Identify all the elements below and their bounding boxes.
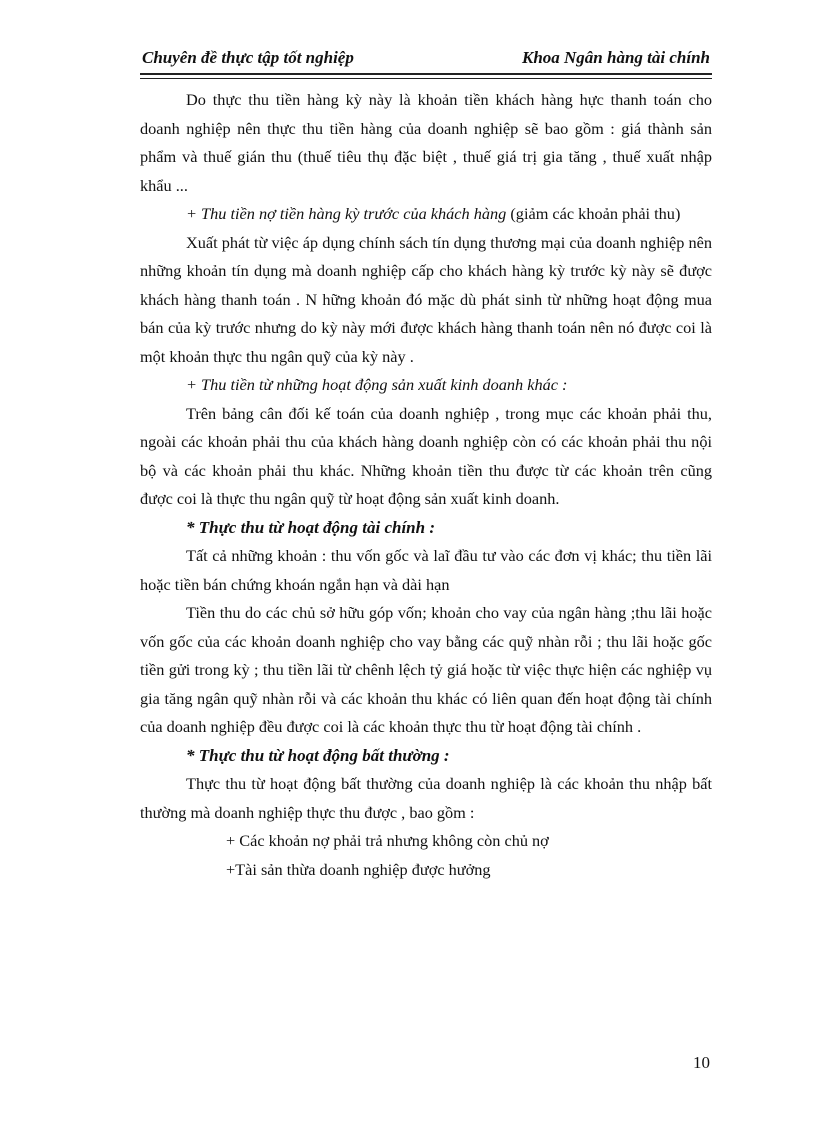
paragraph: Tất cả những khoản : thu vốn gốc và laĩ đầu tư vào các đơn vị khác; thu tiền lãi hoặc tiền bán chứng khoán ngắn hạn và dài hạn [140, 546, 712, 594]
paragraph: Thực thu từ hoạt động bất thường của doanh nghiệp là các khoản thu nhập bất thường mà doanh nghiệp thực thu được , bao gồm : [140, 774, 712, 822]
paragraph-text: (giảm các khoản phải thu) [506, 204, 681, 223]
header-rule-thin [140, 78, 712, 79]
section-heading: * Thực thu từ hoạt động bất thường : [186, 745, 450, 765]
paragraph: Xuất phát từ việc áp dụng chính sách tín dụng thương mại của doanh nghiệp nên những khoản tín dụng mà doanh nghiệp cấp cho khách hàng kỳ trước kỳ này sẽ được khách hàng thanh toán . N hững khoản đó mặc dù phát sinh từ những hoạt động mua bán của kỳ trước nhưng do kỳ này mới được khách hàng thanh toán nên nó được coi là một khoản thực thu ngân quỹ của kỳ này . [140, 232, 712, 366]
document-body [140, 86, 712, 884]
paragraph: Trên bảng cân đối kế toán của doanh nghiệp , trong mục các khoản phải thu, ngoài các khoản phải thu của khách hàng doanh nghiệp còn có các khoản phải thu nội bộ và các khoản phải thu khác. Những khoản tiền thu được từ các khoản trên cũng được coi là thực thu ngân quỹ từ hoạt động sản xuất kinh doanh. [140, 403, 712, 508]
page-header [140, 48, 712, 72]
page-number: 10 [693, 1053, 710, 1072]
header-rule-thick [140, 73, 712, 75]
list-item: +Tài sản thừa doanh nghiệp được hưởng [226, 859, 491, 879]
italic-subheading: + Thu tiền nợ tiền hàng kỳ trước của khách hàng [186, 204, 507, 223]
paragraph: Tiền thu do các chủ sở hữu góp vốn; khoản cho vay của ngân hàng ;thu lãi hoặc vốn gốc của các khoản doanh nghiệp cho vay bằng các quỹ nhàn rỗi ; thu lãi hoặc gốc tiền gửi trong kỳ ; thu tiền lãi từ chênh lệch tỷ giá hoặc từ việc thực hiện các nghiệp vụ gia tăng ngân quỹ nhàn rỗi và các khoản thu khác có liên quan đến hoạt động tài chính của doanh nghiệp đều được coi là các khoản thực thu từ hoạt động tài chính . [140, 603, 712, 736]
paragraph: Do thực thu tiền hàng kỳ này là khoản tiền khách hàng hực thanh toán cho doanh nghiệp nên thực thu tiền hàng của doanh nghiệp sẽ bao gồm : giá thành sản phẩm và thuế gián thu (thuế tiêu thụ đặc biệt , thuế giá trị gia tăng , thuế xuất nhập khẩu ... [140, 90, 712, 195]
list-item: + Các khoản nợ phải trả nhưng không còn chủ nợ [226, 831, 549, 850]
header-left-title: Chuyên đề thực tập tốt nghiệp [142, 48, 354, 67]
italic-subheading: + Thu tiền từ những hoạt động sản xuất kinh doanh khác : [186, 375, 568, 394]
header-right-title: Khoa Ngân hàng tài chính [521, 48, 710, 67]
section-heading: * Thực thu từ hoạt động tài chính : [186, 517, 435, 537]
paragraph [140, 200, 712, 229]
